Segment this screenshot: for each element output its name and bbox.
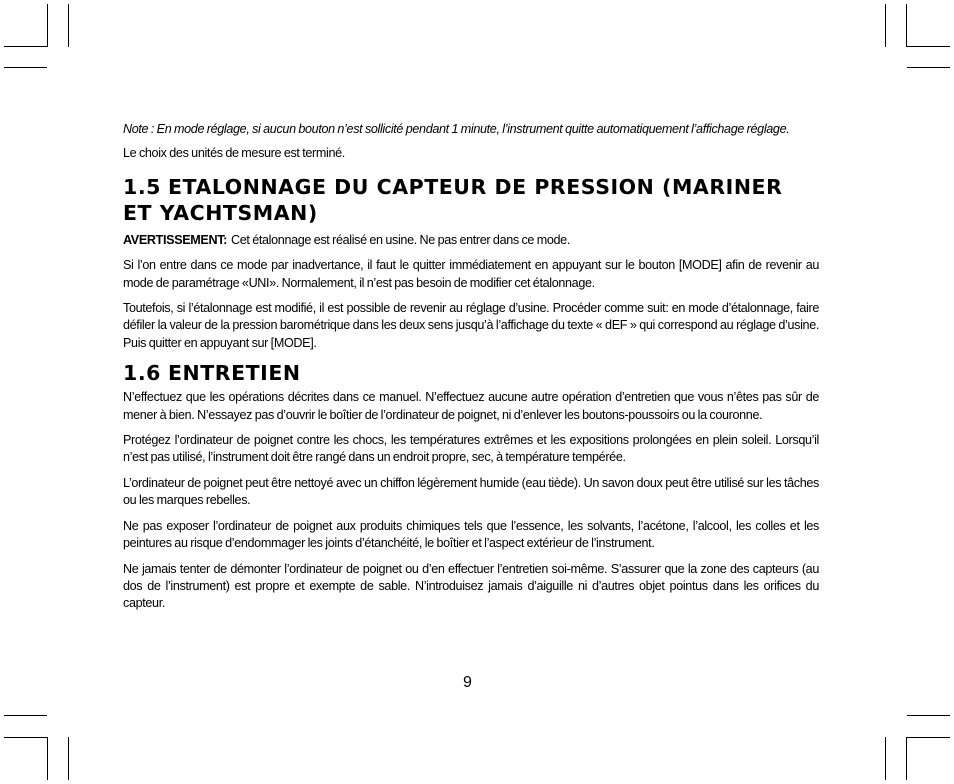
section-1-5-title: ETALONNAGE DU CAPTEUR DE PRESSION (MARINER ET YACHTSMAN) [123,174,783,225]
crop-mark-bottom-left-horizontal-1 [4,715,47,716]
section-1-6-heading [123,360,819,386]
crop-mark-bottom-right-vertical-1 [885,737,886,780]
crop-mark-top-right-vertical-1 [885,4,886,47]
warning-paragraph [123,232,819,249]
section-1-6-paragraph: Ne pas exposer l’ordinateur de poignet aux produits chimiques tels que l’essence, les solvants, l’acétone, l’alcool, les colles et les peintures au risque d’endommager les joints d’étanchéité, le boîtier et l’aspect extérieur de l’instrument. [123,518,819,551]
section-1-6-number: 1.6 [123,361,161,386]
warning-text: Cet étalonnage est réalisé en usine. Ne pas entrer dans ce mode. [231,232,570,247]
page-number: 9 [463,674,472,691]
warning-label: AVERTISSEMENT: [123,232,228,247]
units-done-text: Le choix des unités de mesure est terminé. [123,146,345,161]
crop-mark-top-left-horizontal-2 [4,67,47,68]
section-1-5-paragraph: Toutefois, si l’étalonnage est modifié, il est possible de revenir au réglage d’usine. Procéder comme suit: en mode d’étalonnage, faire défiler la valeur de la pression barométrique dans les deux sens jusqu’à l’affichage du texte « dEF » qui correspond au réglage d’usine. Puis quitter en appuyant sur [MODE]. [123,301,819,350]
crop-mark-top-left-horizontal-1 [4,46,48,47]
section-1-5-heading [123,174,819,226]
crop-mark-bottom-right-horizontal-2 [906,737,950,738]
crop-mark-top-right-vertical-2 [906,4,907,47]
settings-note: Note : En mode réglage, si aucun bouton n’est sollicité pendant 1 minute, l’instrument quitte automatiquement l’affichage réglage. [123,122,790,136]
crop-mark-bottom-left-horizontal-2 [4,737,48,738]
crop-mark-bottom-left-vertical-2 [68,737,69,780]
section-1-6-paragraph: L’ordinateur de poignet peut être nettoyé avec un chiffon légèrement humide (eau tiède). Un savon doux peut être utilisé sur les tâches ou les marques rebelles. [123,475,819,508]
section-1-6-title: ENTRETIEN [167,361,301,386]
crop-mark-top-right-horizontal-2 [907,67,950,68]
crop-mark-bottom-left-vertical-1 [47,737,48,780]
crop-mark-top-left-vertical-1 [47,4,48,47]
section-1-6-paragraph: Protégez l’ordinateur de poignet contre les chocs, les températures extrêmes et les expositions prolongées en plein soleil. Lorsqu’il n’est pas utilisé, l’instrument doit être rangé dans un endroit propre, sec, à température tempérée. [123,433,819,465]
section-1-6-paragraph: Ne jamais tenter de démonter l’ordinateur de poignet ou d’en effectuer l’entretien soi-même. S’assurer que la zone des capteurs (au dos de l’instrument) est propre et exempte de sable. N’introduisez jamais d’aiguille ni d’autres objet pointus dans les orifices du capteur. [123,561,819,611]
page-content [123,121,819,621]
crop-mark-bottom-right-vertical-2 [906,737,907,780]
crop-mark-top-left-vertical-2 [68,4,69,47]
section-1-6-paragraph: N’effectuez que les opérations décrites dans ce manuel. N’effectuez aucune autre opération d’entretien que vous n’êtes pas sûr de mener à bien. N’essayez pas d’ouvrir le boîtier de l’ordinateur de poignet, ni d’enlever les boutons-poussoirs ou la couronne. [123,390,819,422]
section-1-5-paragraph: Si l’on entre dans ce mode par inadvertance, il faut le quitter immédiatement en appuyant sur le bouton [MODE] afin de revenir au mode de paramétrage «UNI». Normalement, il n’est pas besoin de modifier cet étalonnage. [123,258,819,290]
crop-mark-bottom-right-horizontal-1 [907,715,950,716]
crop-mark-top-right-horizontal-1 [906,46,950,47]
section-1-5-number: 1.5 [123,174,161,199]
